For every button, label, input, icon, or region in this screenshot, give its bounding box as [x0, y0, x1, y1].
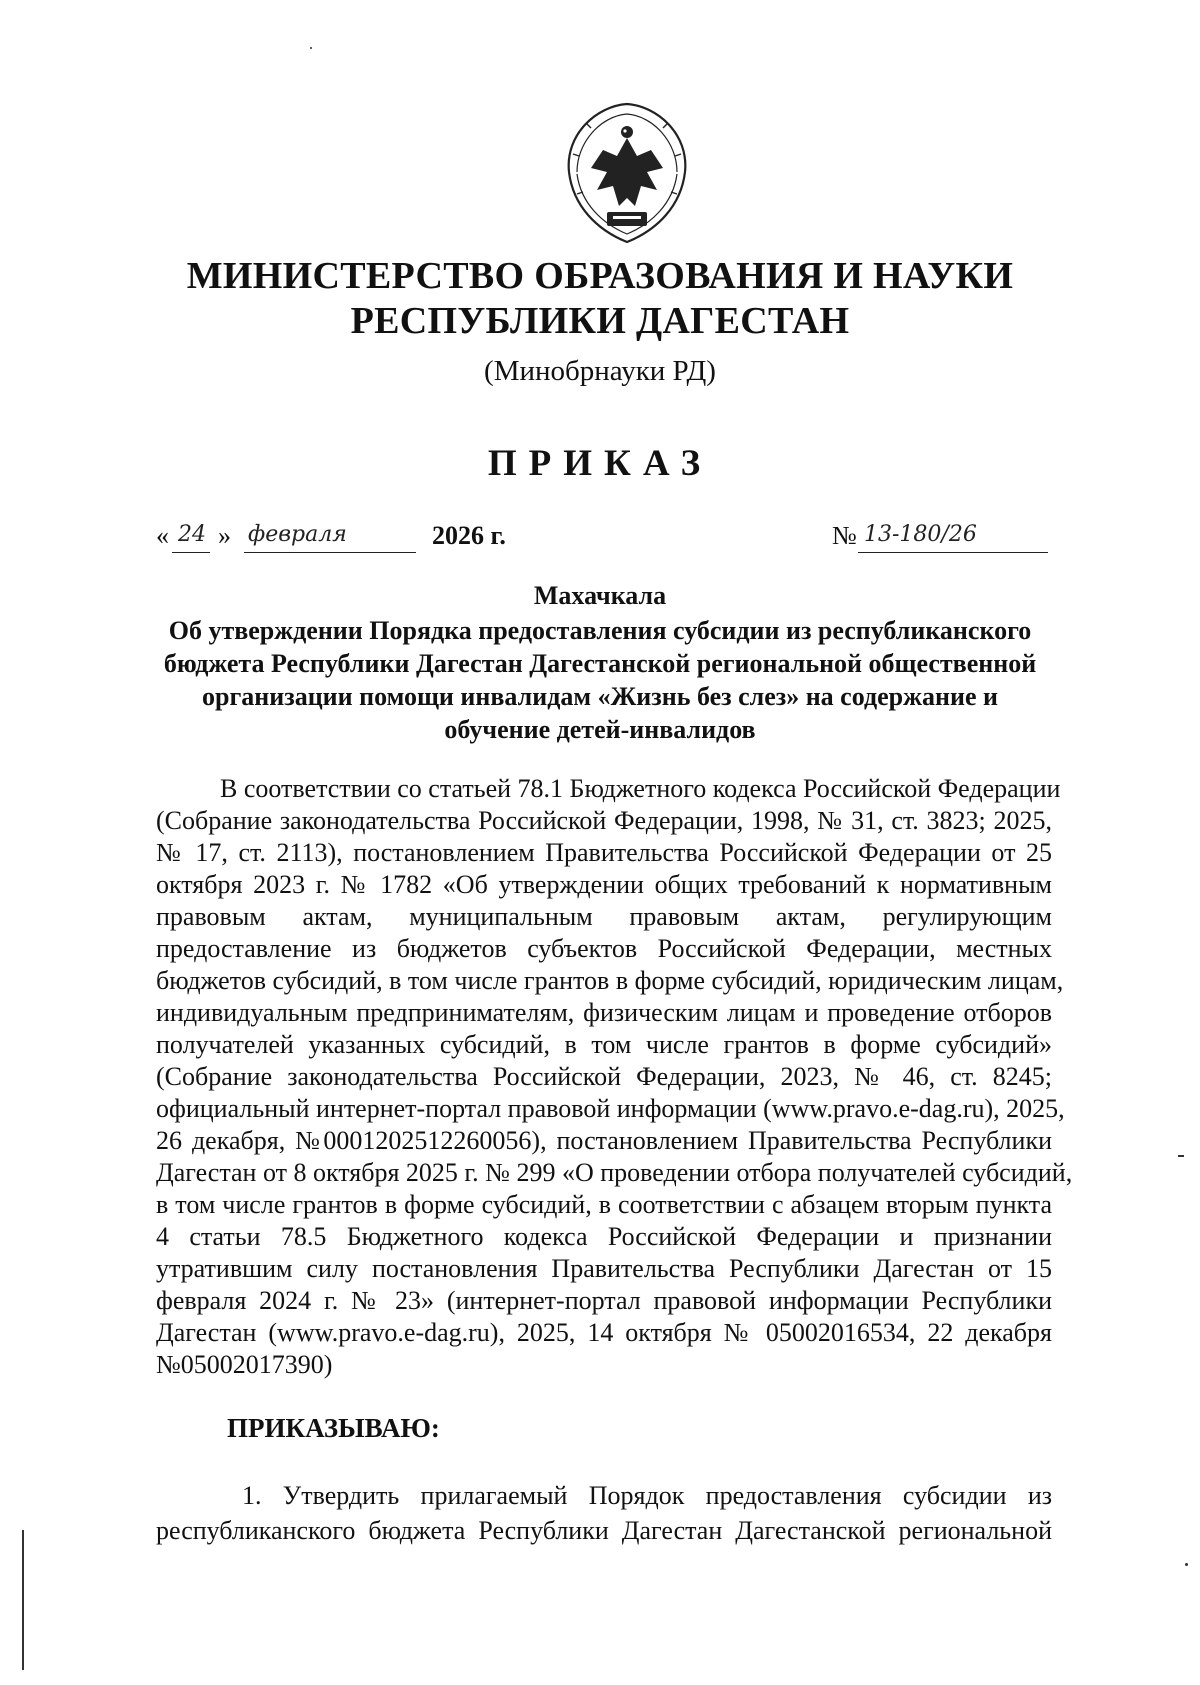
preamble-paragraph: [156, 773, 1073, 1381]
city: Махачкала: [533, 581, 667, 610]
date-quote-close: »: [218, 521, 231, 550]
heading-line: организации помощи инвалидам «Жизнь без слез» на содержание и: [202, 682, 998, 711]
scan-edge-line: [22, 1530, 24, 1670]
order-number-label: №: [832, 521, 857, 550]
dagestan-coat-of-arms-icon: [547, 94, 707, 254]
scan-speck: [1178, 1155, 1184, 1157]
date-day-underline: [172, 552, 210, 553]
paragraph-line: бюджетов субсидий, в том числе грантов в форме субсидий, юридическим лицам,: [156, 966, 1064, 995]
date-day: 24: [178, 522, 206, 547]
paragraph-line: официальный интернет-портал правовой информации (www.pravo.e-dag.ru), 2025,: [156, 1094, 1065, 1123]
paragraph-line: Дагестан (www.pravo.e-dag.ru), 2025, 14 октября № 05002016534, 22 декабря: [156, 1318, 1052, 1347]
paragraph-line: (Собрание законодательства Российской Федерации, 1998, № 31, ст. 3823; 2025,: [156, 806, 1052, 835]
date-year: 2026 г.: [432, 521, 506, 550]
ministry-name-line1: МИНИСТЕРСТВО ОБРАЗОВАНИЯ И НАУКИ: [186, 255, 1014, 297]
order-dateline: [156, 521, 1056, 557]
directive-heading: ПРИКАЗЫВАЮ:: [227, 1413, 440, 1443]
paragraph-line: утратившим силу постановления Правительства Республики Дагестан от 15: [156, 1254, 1052, 1283]
scan-speck: [1185, 1563, 1188, 1566]
paragraph-line: индивидуальным предпринимателям, физическим лицам и проведение отборов: [156, 998, 1052, 1027]
item-line: республиканского бюджета Республики Дагестан Дагестанской региональной: [156, 1516, 1052, 1545]
paragraph-line: №05002017390): [156, 1350, 333, 1379]
order-title: ПРИКАЗ: [487, 443, 713, 484]
paragraph-line: В соответствии со статьей 78.1 Бюджетного кодекса Российской Федерации: [220, 774, 1061, 803]
paragraph-line: 4 статьи 78.5 Бюджетного кодекса Российской Федерации и признании: [156, 1222, 1052, 1251]
heading-line: Об утверждении Порядка предоставления субсидии из республиканского: [168, 616, 1032, 645]
order-item-1: [156, 1478, 1052, 1548]
order-number: 13-180/26: [864, 522, 977, 547]
order-heading: [150, 614, 1050, 746]
paragraph-line: получателей указанных субсидий, в том числе грантов в форме субсидий»: [156, 1030, 1052, 1059]
paragraph-line: октября 2023 г. № 1782 «Об утверждении общих требований к нормативным: [156, 870, 1052, 899]
date-quote-open: «: [156, 521, 169, 550]
heading-line: бюджета Республики Дагестан Дагестанской региональной общественной: [163, 649, 1037, 678]
paragraph-line: № 17, ст. 2113), постановлением Правительства Российской Федерации от 25: [156, 838, 1052, 867]
paragraph-line: правовым актам, муниципальным правовым актам, регулирующим: [156, 902, 1052, 931]
ministry-abbreviation: (Минобрнауки РД): [484, 355, 716, 387]
paragraph-line: предоставление из бюджетов субъектов Российской Федерации, местных: [156, 934, 1052, 963]
paragraph-line: 26 декабря, №0001202512260056), постановлением Правительства Республики: [156, 1126, 1052, 1155]
date-month-underline: [244, 552, 416, 553]
item-line: 1. Утвердить прилагаемый Порядок предоставления субсидии из: [242, 1481, 1052, 1510]
scan-speck: [310, 47, 312, 49]
paragraph-line: февраля 2024 г. № 23» (интернет-портал правовой информации Республики: [156, 1286, 1052, 1315]
paragraph-line: Дагестан от 8 октября 2025 г. № 299 «О проведении отбора получателей субсидий,: [156, 1158, 1073, 1187]
ministry-name-line2: РЕСПУБЛИКИ ДАГЕСТАН: [350, 300, 850, 342]
order-number-underline: [858, 552, 1048, 553]
heading-line: обучение детей-инвалидов: [444, 715, 756, 744]
paragraph-line: в том числе грантов в форме субсидий, в соответствии с абзацем вторым пункта: [156, 1190, 1052, 1219]
date-month: февраля: [248, 522, 347, 547]
paragraph-line: (Собрание законодательства Российской Федерации, 2023, № 46, ст. 8245;: [156, 1062, 1052, 1091]
